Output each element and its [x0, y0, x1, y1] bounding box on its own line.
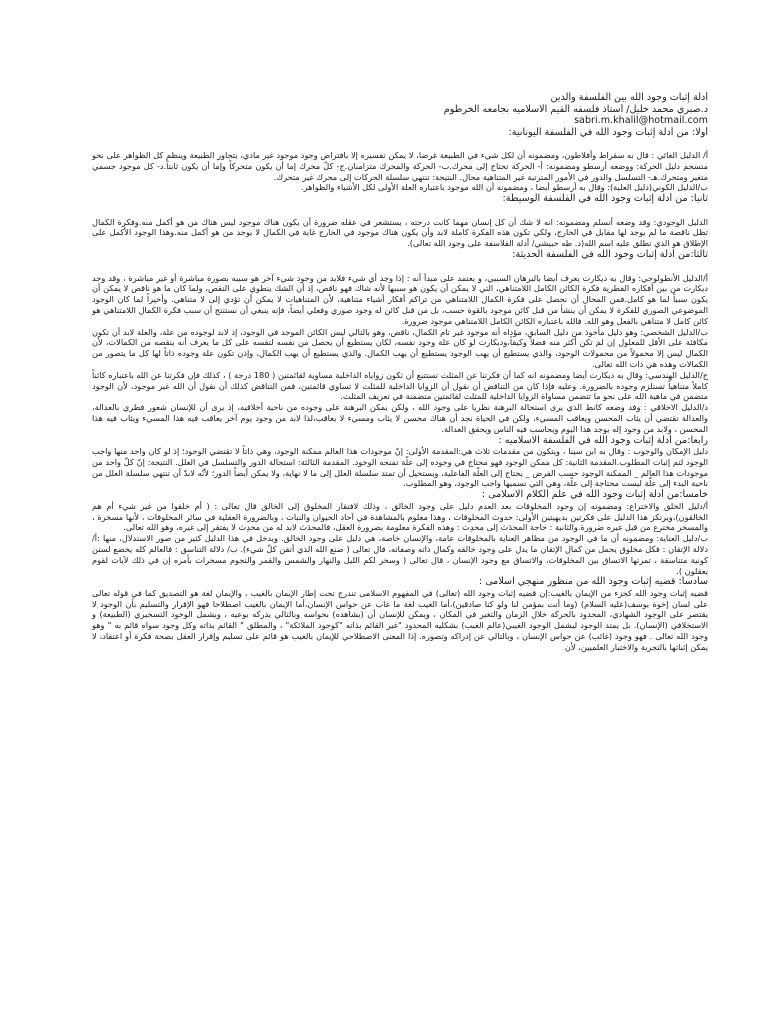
- paragraph-faith-unseen: قضيه إثبات وجود الله كجزء من الإيمان بالغيب:إن قضيه إثبات وجود الله (تعالى) في المفهوم الاسلامى تندرج تحت إطار الإيمان بالغيب ، والإيمان لغة هو التصديق كما في قوله تعالى على لسان إخوة يوسف(عليه السلام) (وما أنت بمؤمن لنا ولو كنا صادقين)،أما الغيب لغة ما غاب عن حواس الإنسان،أما الإيمان بالغيب اصطلاحا فهو الإقرار والتسليم بأن الوجود لا يقتصر على الوجود الشهادي، المحدود بالحركة خلال الزمان والتغير في المكان ، ويمكن للإنسان أن (يشاهده) بحواسه وبالتالي يدركه بوعيه ، ويشمل الوجود التسخيري (الطبيعة) و الاستخلافي (الإنسان). بل يمتد الوجود ليشمل الوجود الغيبي(عالم الغيب) بشكليه المحدود "غير القائم بذاته "كوجود الملائكة" ، والمطلق " القائم بذاته وكل وجود سواه قائم به " وهو وجود الله تعالى . فهو وجود (غائب) عن حواس الإنسان ، وبالتالي عن إدراكه وتصوره. إذا المعنى الاصطلاحي للإيمان بالغيب هو قائم على تسليم وإقرار العقل بصحة فكرة أو اعتقاد، لا يمكن إثباتها بالتجربة والاختبار العلميين، لأن: [92, 587, 708, 652]
- author-email: sabri.m.khalil@hotmail.com: [574, 115, 708, 126]
- paragraph-teleological: أ/ الدليل الغائي : قال به سقراط وأفلاطون، ومضمونه أن لكل شيء في الطبيعة غرضا، لا يمكن تفسيره إلا بافتراض وجود موجود غير مادي، يتجاوز الطبيعة وينظم كل الظواهر على نحو متسجم دليل الحركة: ووضعه أرسطو ومضمونه: أ- الحركة تحتاج إلى محرك.ب- الحركة والمحرك متزامنان.ج- كلّ محرك إما أن يكون متحركاً وإما أن يكون ثابتاً.د- كل موجود جسمي متغير ومتحرك.هـ- التسلسل والدور في الأمور المترتبة غير المتناهية محال. النتيجة: تنتهي سلسلة الحركات إلى محرك غير متحرك.: [92, 150, 708, 182]
- section-heading-greek: أولا: من أدلة إثبات وجود الله في الفلسفة اليونانية:: [508, 126, 708, 138]
- paragraph-geometric: ج/الدليل الهندسي: وقال به ديكارت أيضا ومضمونه انه كما أن فكرتنا عن المثلث تستتبع أن تكون زواياه الداخلية مساوية لقائمتين ( 180 درجة ) ، كذلك فإن فكرتنا عن الله باعتباره كائناً كاملاً متناهياً تستلزم وجوده بالضرورة. وعليه فإذا كان من التناقض أن نقول أن الزوايا الداخلية للمثلث لا تساوي قائمتين، فمن التناقض كذلك أن نقول أن الله غير موجود، لأن الوجود متضمن في ماهية الله على نحو ما تتضمن مساواة الزوايا الداخلية للمثلث لقائمتين متضمنة في تعريف المثلث.: [92, 369, 708, 402]
- section-heading-methodology: سادسا: قضيه إثبات وجود الله من منظور منهجي اسلامى :: [478, 576, 708, 588]
- paragraph-personal: ب/الدليل الشخصي: وهو دليل مأخوذ من دليل السابق، مؤداه أنه موجود غير تام الكمال، ناقص، وهو بالتالي ليس الكائن الموجد في الوجود، إذ لابد لوجوده من علة، والعلة لابد أن تكون مكافئة على الأقل للمعلول إن لم تكن أكثر منه فضلاً وكيفاً،وديكارت لو كان علة وجود نفسه، لكان يستطيع أن يحصل من نفسه لنفسه على كل ما يعرف أنه ينقصه من الكمالات، لأن الكمال ليس إلا محمولاً من محمولات الوجود، والذي يستطيع أن يهب الوجود يستطيع أن يهب الكمال. والذي يستطيع أن يهب الكمال، وإذن تكون علة وجوده ذاتاً لها كل ما يتصور من الكمالات وهذه هي ذات الله تعالى.: [92, 326, 708, 369]
- paragraph-creation: أ/دليل الخلق والاختراع: ومضمونه إن وجود المخلوقات بعد العدم دليل على وجود الخالق ، وذلك لافتقار المخلوق إلى الخالق قال تعالى : ( أم خلقوا من غير شيء أم هم الخالقون)،ويرتكز هذا الدليل على فكرتين بديهيتين الأولى: حدوث المخلوقات ، وهذا معلوم بالمشاهدة في آحاد الحيوان والنبات ، وبالضرورة العقلية في سائر المخلوقات ، لأنها مسخرة ، والمسخر مخترع من قبل غيره ضرورة.والثانية : حاجة المحدَث إلى محدِث : وهذه الفكرة معلومة بضرورة العقل، فالمحدَث لابد له من محدِث لا يفتقر إلى غيره، وهو الله تعالى.: [92, 500, 708, 533]
- article-title: أدلة إثبات وجود الله بين الفلسفة والدين: [550, 92, 708, 103]
- section-heading-modern: ثالثا:من أدلة إثبات وجود الله في الفلسفة الحديثة:: [512, 249, 708, 261]
- section-heading-kalam: خامسا:من أدلة إثبات وجود الله في علم الكلام الاسلامى :: [481, 489, 708, 501]
- paragraph-moral: د/الدليل الاخلاقي : وقد وضعه كانط الذي يرى استحالة البرهنة نظريا على وجود الله ، ولكن يمكن البرهنة على وجوده من ناحية أخلاقيه، إذ يرى أن للإنسان شعور فطري بالعدالة، والعدالة تقتضي أن يثاب المحسن ويعاقب المسيء، ولكن في الحياة نجد أن هناك محسن لا يثاب ومسيء لا يعاقب،لذا لابد من وجود يوم آخر يعاقب فيه هذا المسيء ويثاب فيه هذا المحسن ، ولابد من وجود إله يوجد هذا اليوم ويحاسب فيه الناس ويحقق العدالة.: [92, 402, 708, 434]
- author-line: د.صبري محمد خليل/ أستاذ فلسفه القيم الاسلاميه بجامعه الخرطوم: [443, 103, 708, 115]
- paragraph-providence: ب/دليل العناية: ومضمونه أن ما في الوجود من مظاهر العناية بالمخلوقات عامة، والإنسان خاصة، هي دليل على وجود الخالق. ويدخل في هذا الدليل كثير من صور الاستدلال، منها :أ/ دلالة الإتقان : فكل مخلوق يحمل من كمال الإتقان ما يدل على وجود خالقه وكمال ذاته وصفاته، قال تعالى ( صنع الله الذي أتقن كلّ شيء). ب/ دلالة التناسق : فالعالم كله يخضع لسنن كونية متناسقة ، تمرتها الاتساق بين المخلوقات، والاتساق مع وجود الإنسان ، قال تعالى ( وسخر لكم الليل والنهار والشمس والقمر والنجوم مسخرات بأمره إن في ذلك لآيات لقوم يعقلون ).: [92, 533, 708, 576]
- paragraph-cosmological: ب/الدليل الكوني(دليل العلية): وقال به أرسطو أيضا ، ومضمونه أن الله موجود باعتباره العلة الأولى لكل الأشياء والظواهر.: [301, 182, 708, 193]
- paragraph-ontological-descartes: أ/الدليل الأنطولوجي: وقال به ديكارت يعرف أيضا بالبرهان السببي، و يعتمد على مبدأ أنه : إذا وجد أي شيء فلابد من وجود شيء آخر هو سببه بصورة مباشرة أو غير مباشرة ، وقد وجد ديكارت من بين أفكاره الفطرية فكرة الكائن الكامل اللامتناهي، التي لا يمكن أن يكون هو سببها لأنه شاك فهو ناقص، إذ أن الشك ينطوي على النقص، ولما كان ما هو ناقص لا يمكن أن يكون سبباً لما هو كامل.فمن المحال أن نحصل على فكرة الكمال اللامتناهي من تراكم أفكار أشياء متناهية، لأن المتناهيات لا يمكن أن تؤدي إلى لا متناهي. وأخيراً لما كان الوجود الموضوعي الصوري للفكرة لا يمكن أن ينشأ من قبل كائن موجود بالقوة حسب، بل من قبل كائن له وجود صوري وفعلي أيضاً، فإنه ينبغي أن نستنتج أن سبب فكرة الكمال اللامتناهي هو كائن كامل لا متناهي بالفعل وهو الله. فالله باعتباره الكائن الكامل اللامتناهي موجود ضرورة.: [92, 272, 708, 326]
- section-heading-islamic-philosophy: رابعا:من أدلة إثبات وجود الله في الفلسفة الاسلاميه :: [498, 434, 708, 446]
- article: [92, 92, 708, 653]
- section-heading-medieval: ثانيا: من أدلة إثبات وجود الله في الفلسفة الوسيطة:: [502, 193, 708, 205]
- paragraph-ontological-anselm: الدليل الوجودي: وقد وضعه أنسلم ومضمونه: انه لا شك أن كل إنسان مهما كانت درجته ، يستشعر في عقله ضرورة أن يكون هناك موجود ليس هناك من هو أكمل منه.وفكرة الكمال تظل ناقصة ما لم يوجد لها مقابل في الخارج، ولكي تكون هذه الفكرة كاملة لابد وأن يكون هناك موجود في الخارج غاية في الكمال لا يوجد من هو أكمل منه.وهذا الوجود الأكمل على الإطلاق هو الذي تطلق عليه اسم الله(د. طه حبيشي/ أدلة الفلاسفة على وجود الله تعالى).: [92, 216, 708, 249]
- paragraph-contingency: دليل الإمكان والوجوب : وقال به ابن سينا ، ويتكون من مقدمات ثلاث هي:المقدمة الأولى: إنّ موجودات هذا العالم ممكنة الوجود، وهي ذاتاً لا تقتضي الوجود؛ إذ لو كان واحد منها واجب الوجود لتم إثبات المطلوب.المقدمة الثانية: كل ممكن الوجود فهو محتاج في وجوده إلى علّة تمنحه الوجود. المقدمة الثالثة: استحالة الدور والتسلسل في العلل. النتيجة: إنّ كلّ واحد من موجودات هذا العالم _ الممكنة الوجود حسب الفرض _ يحتاج إلى العلّة الفاعلية، ويستحيل أن تمتد سلسلة العلل إلى ما لا نهاية، ولا يمكن أيضاً الدور؛ لأنّه لابدّ أن تنتهي سلسلة العلل من ناحية البدء إلى علّة ليست محتاجة إلى علّة، وهي التي نسميها واجب الوجود، وهو المطلوب.: [92, 446, 708, 489]
